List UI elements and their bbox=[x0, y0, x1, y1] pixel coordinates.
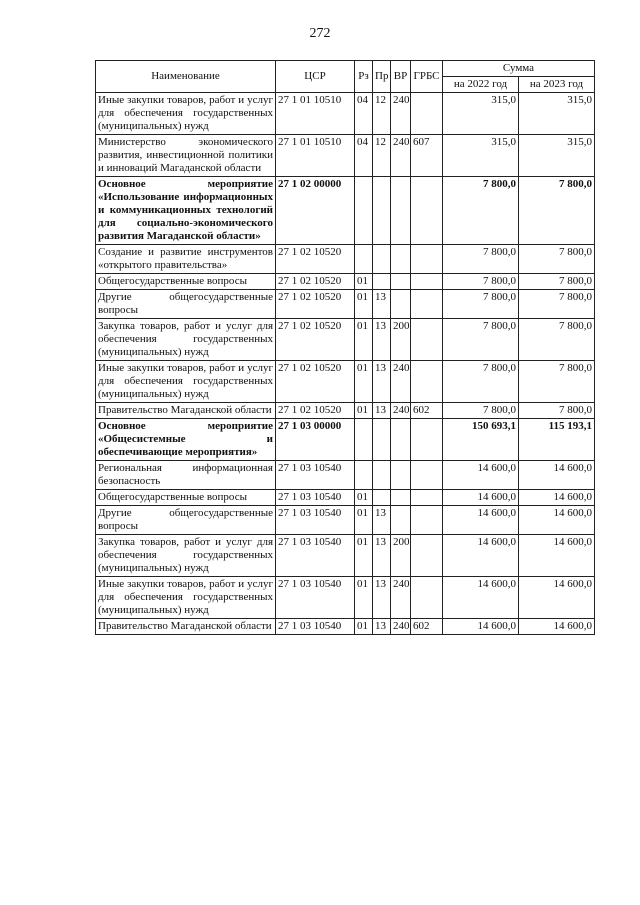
row-rz-cell: 04 bbox=[355, 135, 373, 177]
row-grbs-cell bbox=[411, 535, 443, 577]
row-name-cell: Общегосударственные вопросы bbox=[96, 274, 276, 290]
table-row bbox=[96, 577, 595, 619]
row-name-cell: Иные закупки товаров, работ и услуг для обеспечения государственных (муниципальных) нужд bbox=[96, 93, 276, 135]
row-grbs-cell bbox=[411, 577, 443, 619]
row-csr-cell: 27 1 03 10540 bbox=[276, 577, 355, 619]
table-row bbox=[96, 177, 595, 245]
row-amount-2023-cell: 14 600,0 bbox=[519, 577, 595, 619]
row-grbs-cell bbox=[411, 245, 443, 274]
row-pr-cell: 13 bbox=[373, 506, 391, 535]
row-pr-cell bbox=[373, 177, 391, 245]
row-vr-cell bbox=[391, 419, 411, 461]
header-pr: Пр bbox=[373, 61, 391, 93]
row-rz-cell: 01 bbox=[355, 403, 373, 419]
row-name-cell: Основное мероприятие «Использование информационных и коммуникационных технологий для социально-экономического развития Магаданской области» bbox=[96, 177, 276, 245]
row-vr-cell: 240 bbox=[391, 135, 411, 177]
row-vr-cell: 240 bbox=[391, 403, 411, 419]
row-amount-2022-cell: 7 800,0 bbox=[443, 274, 519, 290]
row-grbs-cell bbox=[411, 290, 443, 319]
table-body bbox=[96, 93, 595, 635]
row-name-cell: Закупка товаров, работ и услуг для обеспечения государственных (муниципальных) нужд bbox=[96, 319, 276, 361]
table-row bbox=[96, 490, 595, 506]
row-amount-2023-cell: 14 600,0 bbox=[519, 535, 595, 577]
table-row bbox=[96, 535, 595, 577]
row-vr-cell bbox=[391, 461, 411, 490]
row-pr-cell bbox=[373, 461, 391, 490]
row-pr-cell: 13 bbox=[373, 319, 391, 361]
row-amount-2022-cell: 14 600,0 bbox=[443, 577, 519, 619]
row-amount-2023-cell: 7 800,0 bbox=[519, 361, 595, 403]
row-grbs-cell bbox=[411, 177, 443, 245]
header-name: Наименование bbox=[96, 61, 276, 93]
row-amount-2023-cell: 7 800,0 bbox=[519, 245, 595, 274]
row-vr-cell: 240 bbox=[391, 619, 411, 635]
row-grbs-cell bbox=[411, 361, 443, 403]
row-amount-2023-cell: 7 800,0 bbox=[519, 319, 595, 361]
row-name-cell: Иные закупки товаров, работ и услуг для обеспечения государственных (муниципальных) нужд bbox=[96, 577, 276, 619]
row-name-cell: Правительство Магаданской области bbox=[96, 619, 276, 635]
row-pr-cell: 13 bbox=[373, 403, 391, 419]
row-csr-cell: 27 1 03 10540 bbox=[276, 490, 355, 506]
table-row bbox=[96, 290, 595, 319]
header-rz: Рз bbox=[355, 61, 373, 93]
row-csr-cell: 27 1 02 10520 bbox=[276, 245, 355, 274]
row-csr-cell: 27 1 01 10510 bbox=[276, 93, 355, 135]
row-amount-2022-cell: 7 800,0 bbox=[443, 361, 519, 403]
row-csr-cell: 27 1 02 10520 bbox=[276, 319, 355, 361]
row-amount-2022-cell: 150 693,1 bbox=[443, 419, 519, 461]
row-grbs-cell: 602 bbox=[411, 403, 443, 419]
row-vr-cell: 200 bbox=[391, 319, 411, 361]
row-csr-cell: 27 1 03 10540 bbox=[276, 506, 355, 535]
row-grbs-cell bbox=[411, 274, 443, 290]
row-amount-2023-cell: 7 800,0 bbox=[519, 274, 595, 290]
header-year-2022: на 2022 год bbox=[443, 77, 519, 93]
table-row bbox=[96, 361, 595, 403]
row-amount-2022-cell: 7 800,0 bbox=[443, 177, 519, 245]
row-amount-2023-cell: 315,0 bbox=[519, 93, 595, 135]
row-amount-2022-cell: 14 600,0 bbox=[443, 506, 519, 535]
row-pr-cell: 13 bbox=[373, 290, 391, 319]
row-name-cell: Иные закупки товаров, работ и услуг для обеспечения государственных (муниципальных) нужд bbox=[96, 361, 276, 403]
row-rz-cell bbox=[355, 419, 373, 461]
row-amount-2023-cell: 14 600,0 bbox=[519, 506, 595, 535]
row-amount-2022-cell: 7 800,0 bbox=[443, 290, 519, 319]
row-rz-cell: 01 bbox=[355, 490, 373, 506]
row-amount-2023-cell: 14 600,0 bbox=[519, 461, 595, 490]
row-csr-cell: 27 1 03 00000 bbox=[276, 419, 355, 461]
table-row bbox=[96, 506, 595, 535]
row-amount-2023-cell: 115 193,1 bbox=[519, 419, 595, 461]
row-rz-cell bbox=[355, 245, 373, 274]
row-grbs-cell bbox=[411, 419, 443, 461]
row-pr-cell bbox=[373, 274, 391, 290]
row-csr-cell: 27 1 02 10520 bbox=[276, 361, 355, 403]
row-grbs-cell: 602 bbox=[411, 619, 443, 635]
row-csr-cell: 27 1 03 10540 bbox=[276, 461, 355, 490]
row-name-cell: Общегосударственные вопросы bbox=[96, 490, 276, 506]
table-row bbox=[96, 403, 595, 419]
row-amount-2023-cell: 14 600,0 bbox=[519, 490, 595, 506]
row-amount-2023-cell: 14 600,0 bbox=[519, 619, 595, 635]
row-rz-cell: 01 bbox=[355, 361, 373, 403]
row-amount-2022-cell: 14 600,0 bbox=[443, 461, 519, 490]
table-row bbox=[96, 135, 595, 177]
row-name-cell: Министерство экономического развития, инвестиционной политики и инноваций Магаданской области bbox=[96, 135, 276, 177]
row-pr-cell: 12 bbox=[373, 93, 391, 135]
table-row bbox=[96, 319, 595, 361]
header-grbs: ГРБС bbox=[411, 61, 443, 93]
row-grbs-cell bbox=[411, 461, 443, 490]
row-rz-cell bbox=[355, 177, 373, 245]
row-name-cell: Региональная информационная безопасность bbox=[96, 461, 276, 490]
row-vr-cell: 240 bbox=[391, 93, 411, 135]
table-row bbox=[96, 419, 595, 461]
row-csr-cell: 27 1 03 10540 bbox=[276, 619, 355, 635]
page-number: 272 bbox=[309, 26, 331, 41]
row-vr-cell: 240 bbox=[391, 577, 411, 619]
header-vr: ВР bbox=[391, 61, 411, 93]
row-vr-cell bbox=[391, 506, 411, 535]
table-row bbox=[96, 619, 595, 635]
row-name-cell: Создание и развитие инструментов «открытого правительства» bbox=[96, 245, 276, 274]
row-rz-cell: 04 bbox=[355, 93, 373, 135]
row-pr-cell bbox=[373, 490, 391, 506]
row-amount-2022-cell: 315,0 bbox=[443, 93, 519, 135]
row-vr-cell bbox=[391, 274, 411, 290]
row-amount-2023-cell: 7 800,0 bbox=[519, 177, 595, 245]
row-pr-cell: 13 bbox=[373, 535, 391, 577]
row-amount-2023-cell: 315,0 bbox=[519, 135, 595, 177]
row-pr-cell: 13 bbox=[373, 577, 391, 619]
table-row bbox=[96, 93, 595, 135]
row-csr-cell: 27 1 02 10520 bbox=[276, 403, 355, 419]
row-amount-2022-cell: 7 800,0 bbox=[443, 319, 519, 361]
row-pr-cell bbox=[373, 419, 391, 461]
row-rz-cell bbox=[355, 461, 373, 490]
row-vr-cell bbox=[391, 177, 411, 245]
header-row bbox=[96, 61, 595, 77]
header-csr: ЦСР bbox=[276, 61, 355, 93]
row-rz-cell: 01 bbox=[355, 274, 373, 290]
row-pr-cell: 13 bbox=[373, 619, 391, 635]
row-csr-cell: 27 1 01 10510 bbox=[276, 135, 355, 177]
row-rz-cell: 01 bbox=[355, 290, 373, 319]
header-year-2023: на 2023 год bbox=[519, 77, 595, 93]
row-name-cell: Другие общегосударственные вопросы bbox=[96, 290, 276, 319]
row-name-cell: Закупка товаров, работ и услуг для обеспечения государственных (муниципальных) нужд bbox=[96, 535, 276, 577]
row-amount-2022-cell: 14 600,0 bbox=[443, 619, 519, 635]
row-vr-cell: 200 bbox=[391, 535, 411, 577]
row-vr-cell bbox=[391, 290, 411, 319]
row-rz-cell: 01 bbox=[355, 535, 373, 577]
row-csr-cell: 27 1 02 10520 bbox=[276, 290, 355, 319]
row-csr-cell: 27 1 03 10540 bbox=[276, 535, 355, 577]
row-rz-cell: 01 bbox=[355, 319, 373, 361]
table-row bbox=[96, 461, 595, 490]
row-rz-cell: 01 bbox=[355, 577, 373, 619]
row-csr-cell: 27 1 02 10520 bbox=[276, 274, 355, 290]
row-rz-cell: 01 bbox=[355, 619, 373, 635]
row-amount-2022-cell: 7 800,0 bbox=[443, 245, 519, 274]
row-csr-cell: 27 1 02 00000 bbox=[276, 177, 355, 245]
row-name-cell: Основное мероприятие «Общесистемные и обеспечивающие мероприятия» bbox=[96, 419, 276, 461]
row-grbs-cell bbox=[411, 490, 443, 506]
row-pr-cell: 13 bbox=[373, 361, 391, 403]
table-row bbox=[96, 245, 595, 274]
row-name-cell: Правительство Магаданской области bbox=[96, 403, 276, 419]
row-vr-cell: 240 bbox=[391, 361, 411, 403]
row-pr-cell bbox=[373, 245, 391, 274]
row-amount-2023-cell: 7 800,0 bbox=[519, 290, 595, 319]
row-vr-cell bbox=[391, 490, 411, 506]
row-grbs-cell bbox=[411, 506, 443, 535]
header-sum: Сумма bbox=[443, 61, 595, 77]
row-grbs-cell bbox=[411, 93, 443, 135]
table-row bbox=[96, 274, 595, 290]
row-amount-2023-cell: 7 800,0 bbox=[519, 403, 595, 419]
row-rz-cell: 01 bbox=[355, 506, 373, 535]
row-vr-cell bbox=[391, 245, 411, 274]
budget-table bbox=[95, 60, 595, 635]
row-amount-2022-cell: 315,0 bbox=[443, 135, 519, 177]
row-name-cell: Другие общегосударственные вопросы bbox=[96, 506, 276, 535]
row-amount-2022-cell: 14 600,0 bbox=[443, 535, 519, 577]
row-grbs-cell bbox=[411, 319, 443, 361]
row-grbs-cell: 607 bbox=[411, 135, 443, 177]
row-amount-2022-cell: 14 600,0 bbox=[443, 490, 519, 506]
row-amount-2022-cell: 7 800,0 bbox=[443, 403, 519, 419]
row-pr-cell: 12 bbox=[373, 135, 391, 177]
